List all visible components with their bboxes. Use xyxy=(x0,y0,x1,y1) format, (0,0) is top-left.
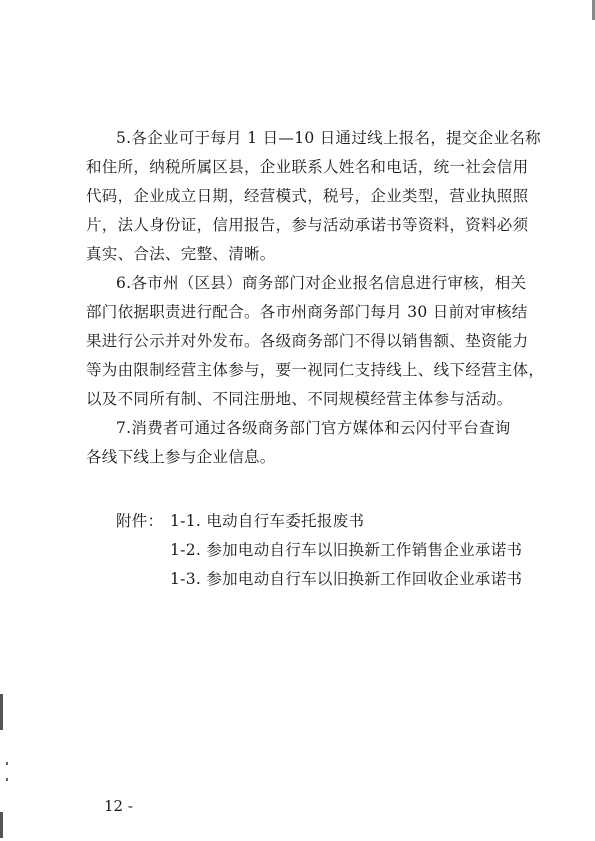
paragraph-line: 各线下线上参与企业信息。 xyxy=(86,448,276,466)
paragraph-line: 和住所，纳税所属区县，企业联系人姓名和电话，统一社会信用 xyxy=(86,158,529,176)
scan-dot-mark xyxy=(6,778,8,781)
scan-binding-mark xyxy=(0,812,3,838)
paragraph-line: 片，法人身份证，信用报告，参与活动承诺书等资料，资料必须 xyxy=(86,216,529,234)
paragraph-line: 果进行公示并对外发布。各级商务部门不得以销售额、垫资能力 xyxy=(86,332,529,350)
scan-dot-mark xyxy=(6,762,8,765)
page-number: 12 - xyxy=(104,797,133,815)
paragraph-line: 代码，企业成立日期，经营模式，税号，企业类型，营业执照照 xyxy=(86,187,529,205)
paragraph-line: 7.消费者可通过各级商务部门官方媒体和云闪付平台查询 xyxy=(116,419,511,437)
paragraph-line: 以及不同所有制、不同注册地、不同规模经营主体参与活动。 xyxy=(86,390,513,408)
attachments-label: 附件： xyxy=(116,512,164,530)
paragraph-line: 等为由限制经营主体参与，要一视同仁支持线上、线下经营主体， xyxy=(86,361,545,379)
attachment-item: 1-3. 参加电动自行车以旧换新工作回收企业承诺书 xyxy=(170,570,523,588)
paragraph-line: 6.各市州（区县）商务部门对企业报名信息进行审核，相关 xyxy=(116,274,527,292)
paragraph-line: 部门依据职责进行配合。各市州商务部门每月 30 日前对审核结 xyxy=(86,303,528,321)
attachment-item: 1-1. 电动自行车委托报废书 xyxy=(170,512,365,530)
scan-binding-mark xyxy=(0,694,3,730)
paragraph-line: 真实、合法、完整、清晰。 xyxy=(86,245,276,263)
paragraph-line: 5.各企业可于每月 1 日—10 日通过线上报名，提交企业名称 xyxy=(116,129,541,147)
attachment-item: 1-2. 参加电动自行车以旧换新工作销售企业承诺书 xyxy=(170,541,523,559)
